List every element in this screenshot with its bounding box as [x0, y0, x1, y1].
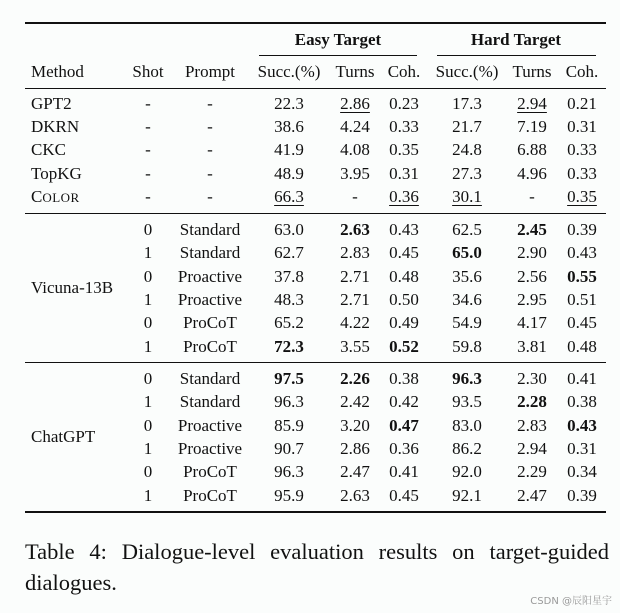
- prompt-cell: -: [207, 164, 213, 183]
- bottom-rule: [25, 511, 606, 513]
- prompt-cell: ProCoT: [183, 313, 237, 333]
- value-cell: 0.36: [389, 438, 419, 458]
- prompt-cell: -: [207, 117, 213, 136]
- value-cell: 22.3: [274, 94, 304, 113]
- value-cell: 2.47: [517, 485, 547, 505]
- method-name: COLOR: [31, 187, 80, 206]
- value-cell: -: [529, 187, 535, 206]
- value-cell: 2.30: [517, 369, 547, 388]
- watermark: CSDN @辰阳星宇: [530, 596, 612, 607]
- value-cell: 0.31: [389, 164, 419, 183]
- value-cell: 0.41: [567, 369, 597, 388]
- value-cell: 0.39: [567, 485, 597, 505]
- value-cell: 83.0: [452, 415, 482, 435]
- value-cell: 27.3: [452, 164, 482, 183]
- easy-target-header: Easy Target: [294, 30, 382, 49]
- method-name: DKRN: [31, 117, 80, 136]
- value-cell: 0.34: [567, 462, 597, 482]
- shot-cell: 1: [143, 485, 153, 505]
- value-cell: 48.9: [274, 164, 304, 183]
- value-cell: 0.33: [567, 164, 597, 183]
- value-cell: 37.8: [274, 266, 304, 286]
- value-cell: 2.47: [340, 462, 370, 482]
- hard-target-header: Hard Target: [470, 30, 562, 49]
- value-cell: 34.6: [452, 289, 482, 309]
- value-cell: 6.88: [517, 140, 547, 159]
- prompt-cell: Standard: [179, 369, 241, 388]
- shot-cell: 1: [143, 336, 153, 356]
- value-cell: 0.35: [567, 187, 597, 206]
- value-cell: 0.43: [389, 220, 419, 239]
- value-cell: 2.86: [340, 94, 370, 113]
- value-cell: 92.1: [452, 485, 482, 505]
- value-cell: 0.35: [389, 140, 419, 159]
- value-cell: 96.3: [274, 392, 304, 412]
- column-header: Shot: [132, 62, 164, 81]
- value-cell: 85.9: [274, 415, 304, 435]
- value-cell: 0.52: [389, 336, 419, 356]
- value-cell: 2.83: [517, 415, 547, 435]
- value-cell: 2.26: [340, 369, 370, 388]
- value-cell: 2.86: [340, 438, 370, 458]
- value-cell: 2.45: [517, 220, 547, 239]
- column-header: Prompt: [184, 62, 236, 81]
- value-cell: 3.20: [340, 415, 370, 435]
- method-name: CKC: [31, 140, 66, 159]
- value-cell: 0.33: [389, 117, 419, 136]
- value-cell: 65.0: [452, 243, 482, 263]
- value-cell: 21.7: [452, 117, 482, 136]
- value-cell: 4.08: [340, 140, 370, 159]
- value-cell: 3.95: [340, 164, 370, 183]
- value-cell: 62.5: [452, 220, 482, 239]
- baselines-rule: [25, 213, 606, 214]
- method-name: GPT2: [31, 94, 72, 113]
- header-rule: [25, 88, 606, 89]
- column-header: Coh.: [387, 62, 421, 81]
- top-rule: [25, 22, 606, 24]
- method-name: Vicuna-13B: [31, 278, 114, 298]
- shot-cell: 0: [143, 313, 153, 333]
- value-cell: 2.42: [340, 392, 370, 412]
- value-cell: 0.38: [389, 369, 419, 388]
- column-header: Coh.: [565, 62, 599, 81]
- value-cell: 2.94: [517, 94, 547, 113]
- method-name: ChatGPT: [31, 427, 96, 447]
- prompt-cell: ProCoT: [183, 462, 237, 482]
- shot-cell: -: [145, 164, 151, 183]
- value-cell: 90.7: [274, 438, 304, 458]
- value-cell: 0.21: [567, 94, 597, 113]
- value-cell: 0.36: [389, 187, 419, 206]
- value-cell: 0.45: [389, 485, 419, 505]
- value-cell: 93.5: [452, 392, 482, 412]
- value-cell: 4.17: [517, 313, 547, 333]
- value-cell: 63.0: [274, 220, 304, 239]
- value-cell: 3.55: [340, 336, 370, 356]
- shot-cell: 1: [143, 243, 153, 263]
- prompt-cell: Proactive: [177, 415, 243, 435]
- prompt-cell: ProCoT: [183, 485, 237, 505]
- prompt-cell: Proactive: [177, 266, 243, 286]
- value-cell: 3.81: [517, 336, 547, 356]
- value-cell: 97.5: [274, 369, 304, 388]
- shot-cell: 0: [143, 462, 153, 482]
- value-cell: 72.3: [274, 336, 304, 356]
- prompt-cell: Standard: [179, 220, 241, 239]
- value-cell: 4.24: [340, 117, 370, 136]
- shot-cell: 1: [143, 289, 153, 309]
- value-cell: 54.9: [452, 313, 482, 333]
- value-cell: -: [352, 187, 358, 206]
- value-cell: 2.28: [517, 392, 547, 412]
- easy-target-underline: [259, 55, 417, 56]
- shot-cell: 0: [143, 415, 153, 435]
- prompt-cell: -: [207, 140, 213, 159]
- value-cell: 4.22: [340, 313, 370, 333]
- value-cell: 2.90: [517, 243, 547, 263]
- value-cell: 0.23: [389, 94, 419, 113]
- value-cell: 0.43: [567, 415, 597, 435]
- value-cell: 0.38: [567, 392, 597, 412]
- value-cell: 2.63: [340, 220, 370, 239]
- shot-cell: 1: [143, 392, 153, 412]
- value-cell: 95.9: [274, 485, 304, 505]
- value-cell: 0.31: [567, 438, 597, 458]
- value-cell: 0.43: [567, 243, 597, 263]
- shot-cell: 0: [143, 220, 153, 239]
- value-cell: 0.31: [567, 117, 597, 136]
- value-cell: 0.41: [389, 462, 419, 482]
- value-cell: 0.55: [567, 266, 597, 286]
- shot-cell: -: [145, 187, 151, 206]
- prompt-cell: Proactive: [177, 438, 243, 458]
- value-cell: 0.51: [567, 289, 597, 309]
- value-cell: 0.50: [389, 289, 419, 309]
- shot-cell: -: [145, 140, 151, 159]
- value-cell: 2.95: [517, 289, 547, 309]
- value-cell: 2.29: [517, 462, 547, 482]
- prompt-cell: -: [207, 94, 213, 113]
- value-cell: 48.3: [274, 289, 304, 309]
- value-cell: 0.42: [389, 392, 419, 412]
- column-header: Succ.(%): [435, 62, 499, 81]
- column-header: Succ.(%): [257, 62, 321, 81]
- value-cell: 2.94: [517, 438, 547, 458]
- value-cell: 38.6: [274, 117, 304, 136]
- value-cell: 7.19: [517, 117, 547, 136]
- shot-cell: -: [145, 117, 151, 136]
- prompt-cell: Standard: [179, 243, 241, 263]
- value-cell: 4.96: [517, 164, 547, 183]
- value-cell: 66.3: [274, 187, 304, 206]
- value-cell: 0.47: [389, 415, 419, 435]
- prompt-cell: Proactive: [177, 289, 243, 309]
- value-cell: 0.45: [389, 243, 419, 263]
- value-cell: 0.33: [567, 140, 597, 159]
- value-cell: 41.9: [274, 140, 304, 159]
- prompt-cell: Standard: [179, 392, 241, 412]
- value-cell: 17.3: [452, 94, 482, 113]
- value-cell: 2.71: [340, 289, 370, 309]
- value-cell: 35.6: [452, 266, 482, 286]
- shot-cell: 1: [143, 438, 153, 458]
- prompt-cell: ProCoT: [183, 336, 237, 356]
- value-cell: 30.1: [452, 187, 482, 206]
- prompt-cell: -: [207, 187, 213, 206]
- hard-target-underline: [437, 55, 596, 56]
- method-name: TopKG: [31, 164, 82, 183]
- value-cell: 86.2: [452, 438, 482, 458]
- value-cell: 0.49: [389, 313, 419, 333]
- shot-cell: -: [145, 94, 151, 113]
- value-cell: 2.71: [340, 266, 370, 286]
- value-cell: 2.63: [340, 485, 370, 505]
- table-caption: Table 4: Dialogue-level evaluation results on target-guided dialogues.: [25, 539, 609, 595]
- value-cell: 24.8: [452, 140, 482, 159]
- vicuna-rule: [25, 362, 606, 363]
- value-cell: 96.3: [452, 369, 482, 388]
- value-cell: 65.2: [274, 313, 304, 333]
- value-cell: 0.39: [567, 220, 597, 239]
- value-cell: 2.56: [517, 266, 547, 286]
- value-cell: 0.48: [389, 266, 419, 286]
- value-cell: 59.8: [452, 336, 482, 356]
- value-cell: 2.83: [340, 243, 370, 263]
- value-cell: 62.7: [274, 243, 304, 263]
- value-cell: 0.48: [567, 336, 597, 356]
- value-cell: 96.3: [274, 462, 304, 482]
- shot-cell: 0: [143, 266, 153, 286]
- column-header: Turns: [512, 62, 552, 81]
- value-cell: 92.0: [452, 462, 482, 482]
- column-header: Turns: [335, 62, 375, 81]
- shot-cell: 0: [143, 369, 153, 388]
- value-cell: 0.45: [567, 313, 597, 333]
- column-header: Method: [31, 62, 84, 81]
